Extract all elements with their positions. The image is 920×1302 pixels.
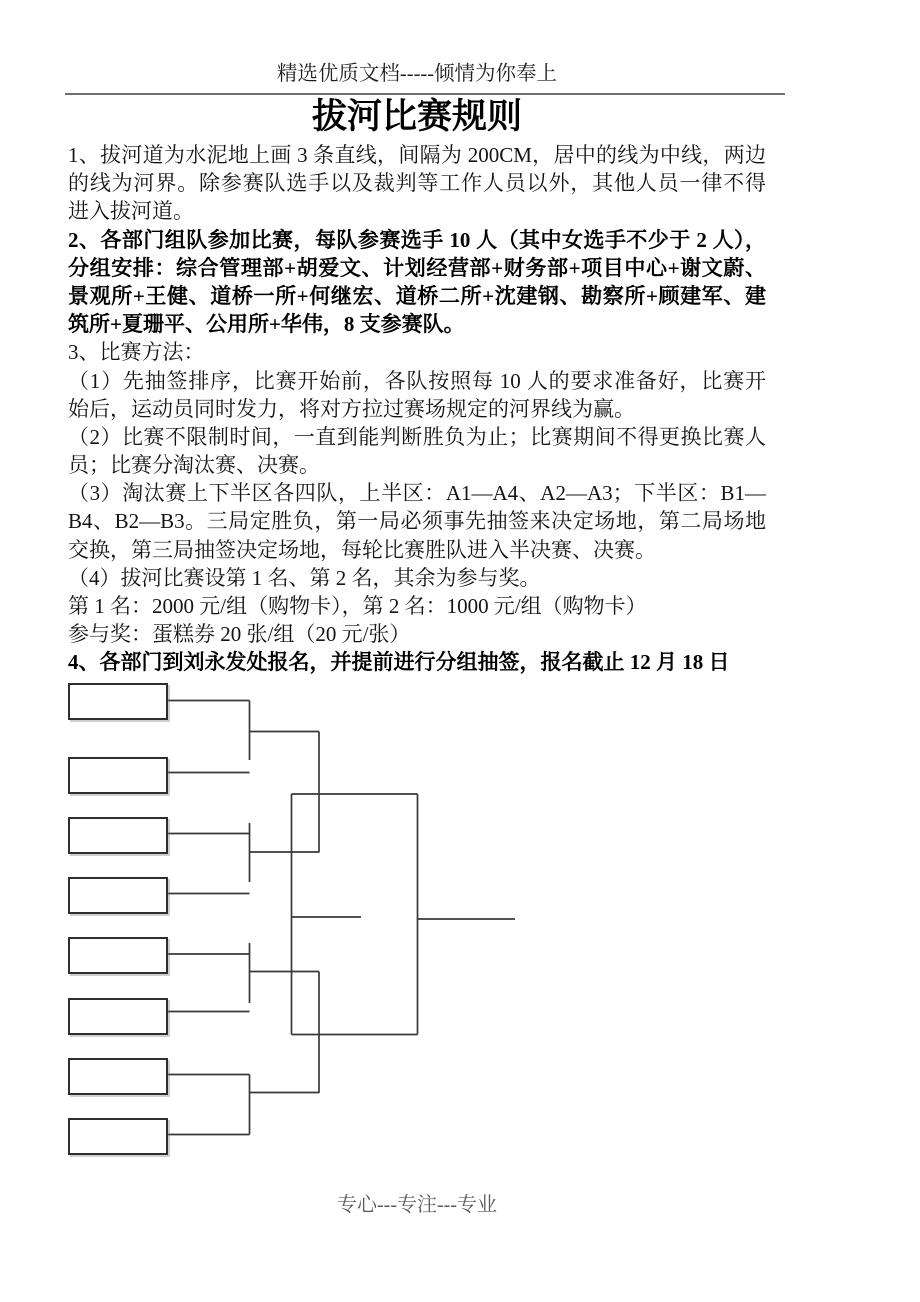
body-line: 第 1 名：2000 元/组（购物卡），第 2 名：1000 元/组（购物卡） — [68, 594, 647, 618]
bracket-team-box-2 — [68, 757, 168, 794]
document-title: 拔河比赛规则 — [311, 97, 522, 136]
body-line: 进入拔河道。 — [68, 199, 194, 224]
body-line: 3、比赛方法： — [68, 340, 205, 365]
body-line: 2、各部门组队参加比赛，每队参赛选手 10 人（其中女选手不少于 2 人）， — [68, 227, 766, 252]
body-line: （2）比赛不限制时间，一直到能判断胜负为止；比赛期间不得更换比赛人 — [68, 424, 766, 449]
body-line: （4）拔河比赛设第 1 名、第 2 名，其余为参与奖。 — [68, 565, 541, 590]
footer-text: 专心---专注---专业 — [337, 1194, 497, 1216]
body-line: 景观所+王健、道桥一所+何继宏、道桥二所+沈建钢、勘察所+顾建军、建 — [68, 283, 766, 308]
bracket-team-box-8 — [68, 1118, 168, 1155]
body-line: 1、拔河道为水泥地上画 3 条直线，间隔为 200CM，居中的线为中线，两边 — [68, 143, 766, 167]
bracket-team-box-4 — [68, 877, 168, 914]
body-line: 员；比赛分淘汰赛、决赛。 — [68, 453, 320, 478]
body-line: 参与奖：蛋糕券 20 张/组（20 元/张） — [68, 622, 411, 647]
body-line: B4、B2—B3。三局定胜负，第一局必须事先抽签来决定场地，第二局场地 — [68, 509, 766, 534]
body-line: 交换，第三局抽签决定场地，每轮比赛胜队进入半决赛、决赛。 — [68, 537, 656, 562]
tournament-bracket — [0, 670, 920, 1230]
body-line: （3）淘汰赛上下半区各四队，上半区：A1—A4、A2—A3；下半区：B1— — [68, 481, 766, 506]
bracket-team-box-1 — [68, 683, 168, 720]
bracket-team-box-6 — [68, 998, 168, 1035]
bracket-team-box-7 — [68, 1058, 168, 1095]
bracket-team-box-5 — [68, 937, 168, 974]
body-line: （1）先抽签排序，比赛开始前，各队按照每 10 人的要求准备好，比赛开 — [68, 368, 766, 393]
body-line: 分组安排：综合管理部+胡爱文、计划经营部+财务部+项目中心+谢文蔚、 — [68, 255, 766, 280]
body-line: 始后，运动员同时发力，将对方拉过赛场规定的河界线为赢。 — [68, 396, 635, 421]
body-line: 筑所+夏珊平、公用所+华伟，8 支参赛队。 — [68, 312, 465, 337]
bracket-team-box-3 — [68, 817, 168, 854]
body-line: 4、各部门到刘永发处报名，并提前进行分组抽签，报名截止 12 月 18 日 — [68, 650, 730, 675]
header-text: 精选优质文档-----倾情为你奉上 — [276, 63, 558, 85]
document-body — [68, 141, 766, 677]
body-line: 的线为河界。除参赛队选手以及裁判等工作人员以外，其他人员一律不得 — [68, 171, 766, 196]
